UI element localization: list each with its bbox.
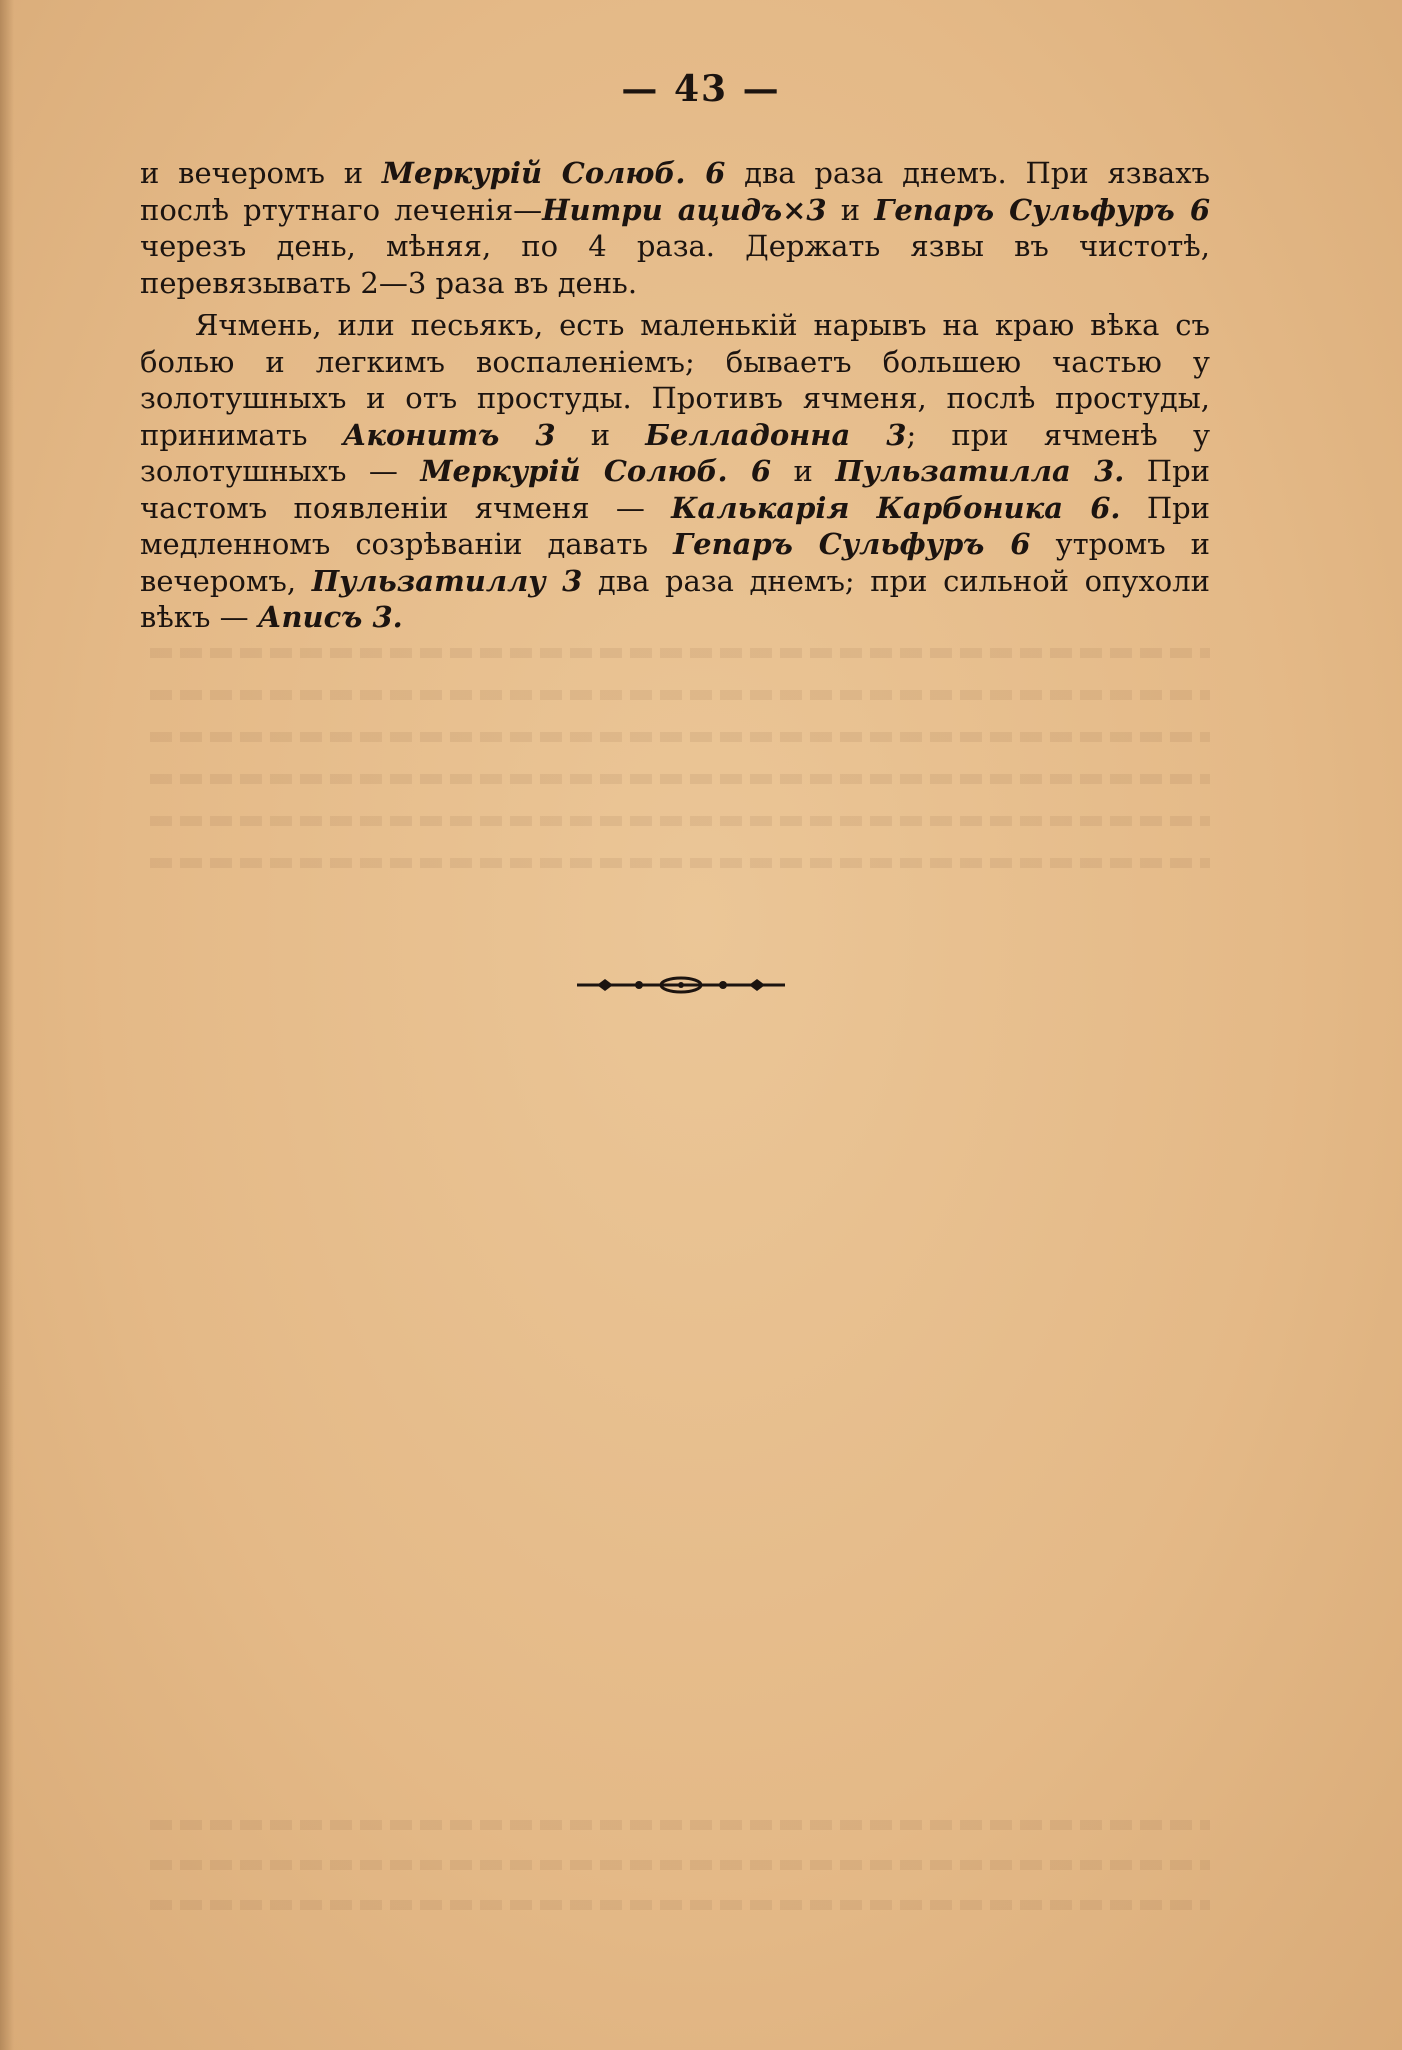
text-run: и <box>771 454 836 488</box>
remedy-name: Нитри ацидъ×3 <box>542 192 827 227</box>
text-run: При частомъ появленіи ячменя — <box>140 454 1210 525</box>
text-run: и вечеромъ и <box>140 156 382 190</box>
remedy-name: Белладонна 3 <box>645 417 907 452</box>
remedy-name: Гепаръ Сульфуръ 6 <box>673 527 1031 561</box>
paragraph-2 <box>140 307 1210 636</box>
bleed-through-line <box>150 816 1210 826</box>
remedy-name: Меркурій Солюб. 6 <box>420 454 772 488</box>
decorative-divider-icon <box>575 975 787 995</box>
bleed-through-line <box>150 732 1210 742</box>
page-number: — 43 — <box>621 68 781 110</box>
text-run: ; при ячменѣ у золотушныхъ — <box>140 417 1211 488</box>
remedy-name: Калькарія Карбоника 6. <box>671 490 1121 525</box>
bleed-through-line <box>150 1860 1210 1870</box>
remedy-name: Аконитъ 3 <box>342 417 556 452</box>
text-run: Ячмень, или песьякъ, есть маленькій нарывъ на краю вѣка съ болью и легкимъ воспаленіемъ; бываетъ большею частью у золотушныхъ и отъ простуды. Противъ ячменя, послѣ простуды, принимать <box>140 308 1210 452</box>
text-run: и <box>826 192 875 227</box>
text-run: черезъ день, мѣняя, по 4 раза. Держать язвы въ чистотѣ, перевязывать 2—3 раза въ день. <box>140 229 1210 300</box>
remedy-name: Меркурій Солюб. 6 <box>381 156 726 190</box>
bleed-through-line <box>150 690 1210 700</box>
remedy-name: Пульзатиллу 3 <box>311 563 583 598</box>
text-run: При медленномъ созрѣваніи давать <box>140 490 1211 561</box>
page-edge-shadow <box>0 0 14 2050</box>
remedy-name: Пульзатилла 3. <box>835 454 1125 488</box>
remedy-name: Гепаръ Сульфуръ 6 <box>874 192 1210 227</box>
bleed-through-line <box>150 1820 1210 1830</box>
paragraph-1 <box>140 155 1210 301</box>
bleed-through-line <box>150 858 1210 868</box>
text-run: два раза днемъ; при сильной опухоли вѣкъ — <box>140 563 1210 634</box>
text-run: два раза днемъ. При язвахъ послѣ ртутнаго леченія— <box>140 156 1211 227</box>
text-run: утромъ и вечеромъ, <box>140 527 1211 598</box>
bleed-through-line <box>150 648 1210 658</box>
body-text <box>140 155 1210 636</box>
text-run: и <box>555 417 646 452</box>
remedy-name: Аписъ 3. <box>257 600 403 634</box>
bleed-through-line <box>150 1900 1210 1910</box>
bleed-through-line <box>150 774 1210 784</box>
